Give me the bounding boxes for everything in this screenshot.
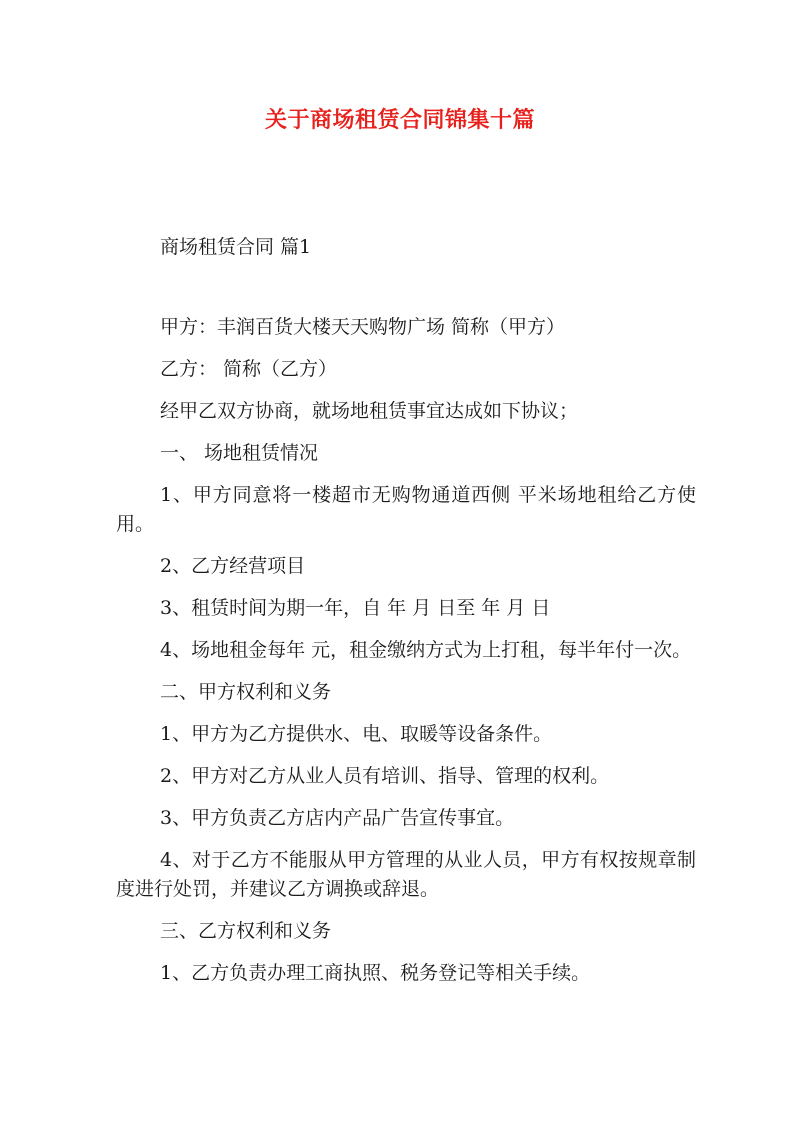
clause-1-2: 2、乙方经营项目 xyxy=(160,555,306,577)
clause-1-3: 3、租赁时间为期一年，自 年 月 日至 年 月 日 xyxy=(160,597,551,619)
clause-2-1: 1、甲方为乙方提供水、电、取暖等设备条件。 xyxy=(160,723,553,745)
clause-3-1: 1、乙方负责办理工商执照、税务登记等相关手续。 xyxy=(160,962,591,984)
party-a-line: 甲方：丰润百货大楼天天购物广场 简称（甲方） xyxy=(160,316,566,338)
document-body xyxy=(116,313,696,1001)
party-b-line: 乙方： 简称（乙方） xyxy=(160,358,338,380)
clause-1-1: 1、甲方同意将一楼超市无购物通道西侧 平米场地租给乙方使用。 xyxy=(116,484,696,535)
clause-heading-2: 二、甲方权利和义务 xyxy=(160,681,332,703)
clause-1-4: 4、场地租金每年 元，租金缴纳方式为上打租，每半年付一次。 xyxy=(160,639,692,661)
clause-2-2: 2、甲方对乙方从业人员有培训、指导、管理的权利。 xyxy=(160,765,610,787)
clause-2-3: 3、甲方负责乙方店内产品广告宣传事宜。 xyxy=(160,807,515,829)
clause-heading-3: 三、乙方权利和义务 xyxy=(160,920,332,942)
document-title: 关于商场租赁合同锦集十篇 xyxy=(264,107,535,133)
clause-heading-1: 一、 场地租赁情况 xyxy=(160,442,319,464)
section-heading: 商场租赁合同 篇1 xyxy=(160,236,312,258)
agreement-intro: 经甲乙双方协商，就场地租赁事宜达成如下协议； xyxy=(160,400,579,422)
clause-2-4: 4、对于乙方不能服从甲方管理的从业人员，甲方有权按规章制度进行处罚，并建议乙方调换或辞退。 xyxy=(116,849,696,900)
